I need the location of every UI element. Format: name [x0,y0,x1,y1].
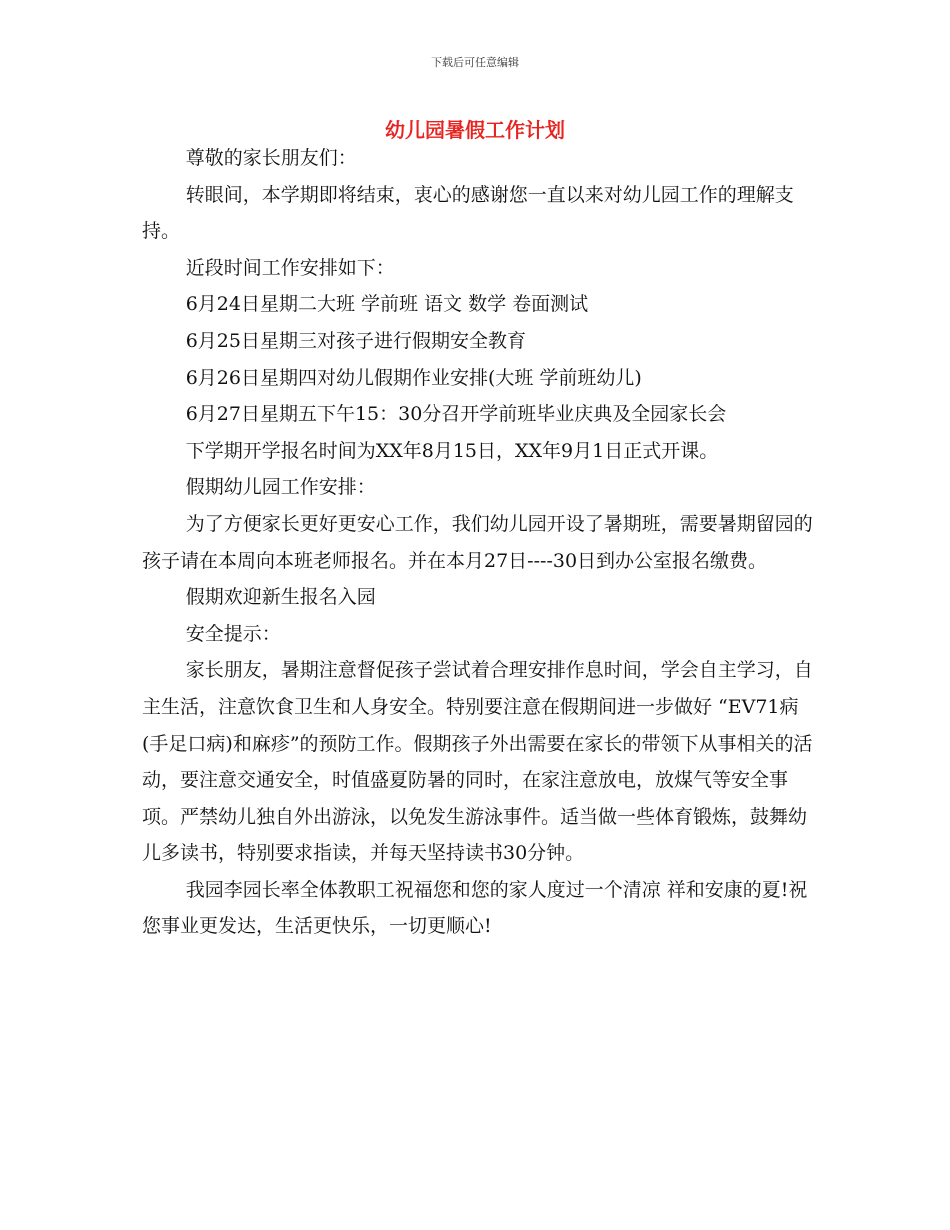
schedule-item: 6月27日星期五下午15：30分召开学前班毕业庆典及全园家长会 [185,403,727,426]
schedule-item: 6月24日星期二大班 学前班 语文 数学 卷面测试 [185,293,589,316]
document-body [142,140,814,945]
summer-class-paragraph: 为了方便家长更好更安心工作，我们幼儿园开设了暑期班，需要暑期留园的孩子请在本周向本班老师报名。并在本月27日----30日到办公室报名缴费。 [142,512,813,572]
document-title: 幼儿园暑假工作计划 [385,118,565,142]
header-note: 下载后可任意编辑 [431,56,519,69]
closing-paragraph: 我园李园长率全体教职工祝福您和您的家人度过一个清凉 祥和安康的夏!祝您事业更发达，生活更快乐，一切更顺心! [142,878,808,938]
schedule-item: 6月25日星期三对孩子进行假期安全教育 [185,329,526,352]
safety-heading: 安全提示： [185,622,281,645]
schedule-heading: 近段时间工作安排如下： [185,256,395,279]
intro-paragraph: 转眼间，本学期即将结束，衷心的感谢您一直以来对幼儿园工作的理解支持。 [142,183,794,243]
greeting-paragraph: 尊敬的家长朋友们： [185,147,357,169]
schedule-item: 6月26日星期四对幼儿假期作业安排(大班 学前班幼儿) [185,366,642,389]
safety-paragraph: 家长朋友，暑期注意督促孩子尝试着合理安排作息时间，学会自主学习，自主生活，注意饮食卫生和人身安全。特别要注意在假期间进一步做好 “EV71病(手足口病)和麻疹”的预防工作。假期孩子外出需要在家长的带领下从事相关的活动，要注意交通安全，时值盛夏防暑的同时，在家注意放电，放煤气等安全事项。严禁幼儿独自外出游泳，以免发生游泳事件。适当做一些体育锻炼，鼓舞幼儿多读书，特别要求指读，并每天坚持读书30分钟。 [142,659,813,865]
new-enrollment-paragraph: 假期欢迎新生报名入园 [185,586,376,609]
holiday-arrangement-heading: 假期幼儿园工作安排： [185,476,376,499]
registration-paragraph: 下学期开学报名时间为XX年8月15日，XX年9月1日正式开课。 [185,439,719,462]
